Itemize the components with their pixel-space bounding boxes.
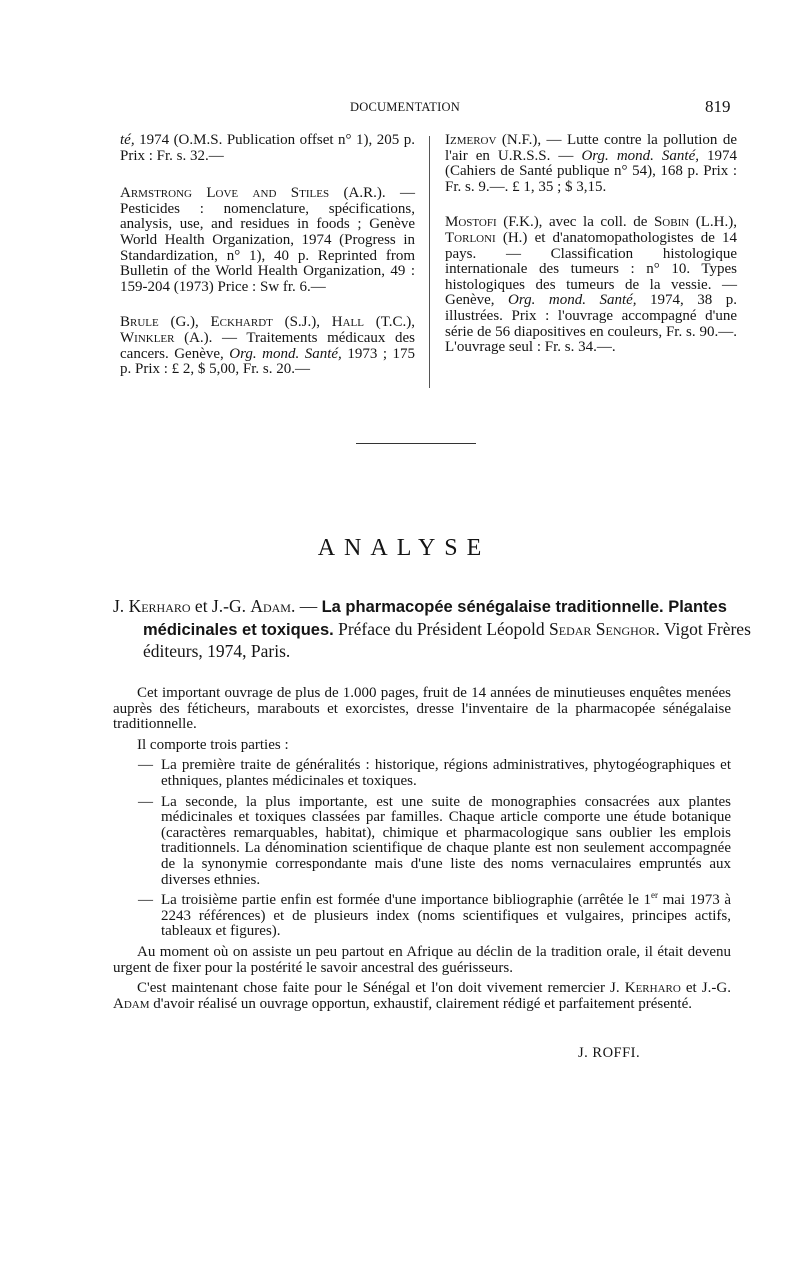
entry-authors: Izmerov (N.F.), <box>445 132 542 148</box>
ref-text: Préface du Président Léopold <box>333 618 550 639</box>
paragraph: Il comporte trois parties : <box>137 736 289 753</box>
entry-text: 1974 (Cahiers de Santé publique n° 54), 168 p. Prix : Fr. s. 9.—. £ 1, 35 ; $ 3,15. <box>445 147 738 195</box>
ref-author: Kerharo <box>128 596 191 616</box>
review-reference <box>113 596 773 663</box>
left-column <box>120 133 415 398</box>
dash-bullet: — <box>138 757 153 774</box>
book-title: La pharmacopée sénégalaise traditionnelle. Plantes médicinales et toxiques. <box>143 598 727 639</box>
entry-text: (F.K.), avec la coll. de <box>496 214 654 231</box>
list-item-text: La seconde, la plus importante, est une suite de monographies consacrées aux plantes médicinales et toxiques classées par familles. Chaque article comporte une étude botanique (caractères remarquables, habitat), chimique et pharmacologique sans oublier les emplois traditionnels. La dénomination scientifique de chaque plante est non seulement accompagnée de la synonymie correspondante mais d'une liste des noms vernaculaires empruntés aux diverses ethnies. <box>161 793 731 888</box>
dash-bullet: — <box>138 892 153 909</box>
list-item-text-part: mai 1973 à 2243 références) et de plusieurs index (noms scientifiques et vulgaires, principes actifs, tableaux et figures). <box>161 892 731 940</box>
entry-italic: té, <box>120 132 135 148</box>
entry-author: Torloni <box>445 229 496 246</box>
section-title: ANALYSE <box>317 535 491 561</box>
paragraph-part: d'avoir réalisé un ouvrage opportun, exhaustif, clairement rédigé et parfaitement présenté. <box>149 995 692 1012</box>
running-head <box>0 97 800 117</box>
entry-authors: Armstrong Love and Stiles (A.R.). <box>120 185 386 202</box>
entry-author: Mostofi <box>445 214 497 231</box>
bibliography-entry <box>120 133 415 164</box>
ref-text: . — <box>290 596 322 616</box>
list-item-text <box>161 890 731 940</box>
column-divider <box>429 136 430 388</box>
entry-italic: Org. mond. Santé, <box>229 345 342 362</box>
paragraph-part: C'est maintenant chose faite pour le Sénégal et l'on doit vivement remercier J. <box>137 980 625 997</box>
ref-text: et J.-G. <box>190 596 251 616</box>
page-number: 819 <box>705 97 731 116</box>
right-column <box>445 133 737 376</box>
bibliography-entry <box>445 215 737 355</box>
author-name: Kerharo <box>624 980 681 997</box>
entry-authors: Brule (G.), Eckhardt (S.J.), Hall (T.C.), Winkler (A.). <box>120 314 415 346</box>
bibliography-entry <box>120 186 415 295</box>
paragraph: Au moment où on assiste un peu partout en Afrique au déclin de la tradition orale, il était devenu urgent de fixer pour la postérité le savoir ancestral des guérisseurs. <box>113 943 731 976</box>
entry-text: — Lutte contre la pollution de l'air en U.R.S.S. — <box>445 132 737 164</box>
entry-italic: Org. mond. Santé, <box>508 292 637 309</box>
entry-text: 1974, 38 p. illustrées. Prix : l'ouvrage accompagné d'une série de 56 diapositives en couleurs, Fr. s. 90.—. L'ouvrage seul : Fr. s. 34.—. <box>445 292 737 356</box>
preface-author: Sedar Senghor <box>549 618 656 639</box>
paragraph: Cet important ouvrage de plus de 1.000 pages, fruit de 14 années de minutieuses enquêtes menées auprès des féticheurs, marabouts et exorcistes, dresse l'inventaire de la pharmacopée sénégalaise traditionnelle. <box>113 685 731 733</box>
dash-bullet: — <box>138 793 153 810</box>
paragraph <box>113 981 731 1012</box>
list-item <box>113 890 731 940</box>
ref-author: Adam <box>250 596 291 616</box>
list-item <box>113 758 731 789</box>
list-item-text: La première traite de généralités : historique, régions administratives, phytogéographiques et ethniques, plantes médicinales et toxiques. <box>161 757 731 789</box>
entry-text: 1974 (O.M.S. Publication offset n° 1), 205 p. Prix : Fr. s. 32.— <box>120 132 415 164</box>
ordinal-superscript: er <box>650 890 658 901</box>
author-name: Adam <box>113 995 150 1012</box>
ref-text: J. <box>113 596 129 616</box>
bibliography-entry <box>445 133 737 195</box>
entry-author: Sobin <box>653 214 690 231</box>
review-body <box>113 686 731 1017</box>
section-divider <box>356 443 476 444</box>
running-head-title: DOCUMENTATION <box>350 100 460 114</box>
reviewer-signature: J. ROFFI. <box>578 1045 641 1061</box>
list-item <box>113 795 731 889</box>
entry-text: 1973 ; 175 p. Prix : £ 2, $ 5,00, Fr. s. 20.— <box>120 345 415 378</box>
entry-text: — Pesticides : nomenclature, spécifications, analysis, use, and residues in foods ; Genève World Health Organization, 1974 (Progress in Standardization, n° 1), 40 p. Reprinted from Bulletin of the World Health Organization, 49 : 159-204 (1973) Price : Sw fr. 6.— <box>120 185 415 295</box>
entry-text: — Traitements médicaux des cancers. Genève, <box>120 329 415 362</box>
entry-italic: Org. mond. Santé, <box>581 147 699 164</box>
bibliography-entry <box>120 315 415 377</box>
entry-text: (L.H.), <box>689 214 737 231</box>
ref-text: . Vigot Frères éditeurs, 1974, Paris. <box>143 618 751 661</box>
paragraph-part: et J.-G. <box>680 980 731 997</box>
entry-text: (H.) et d'anatomopathologistes de 14 pays. — Classification histologique internationale des tumeurs : n° 10. Types histologiques des tumeurs de la vessie. — Genève, <box>445 229 737 309</box>
list-item-text-part: La troisième partie enfin est formée d'une importance bibliographie (arrêtée le 1 <box>161 892 651 909</box>
